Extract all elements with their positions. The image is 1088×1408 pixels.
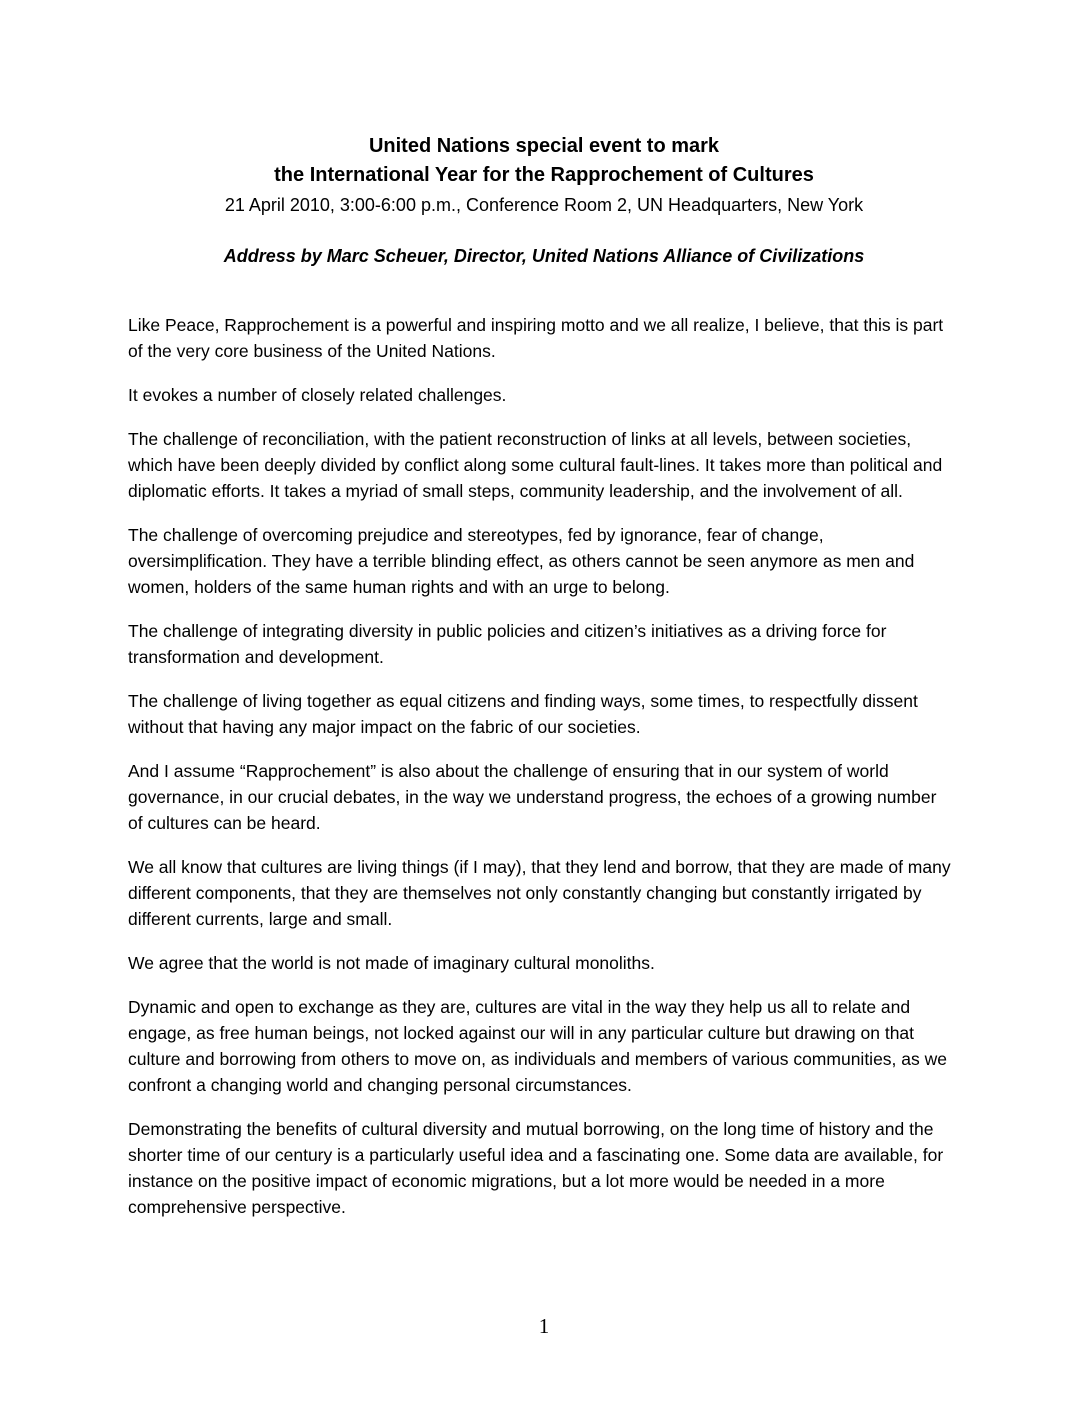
- paragraph: We agree that the world is not made of imaginary cultural monoliths.: [128, 953, 655, 973]
- page-number: 1: [538, 1314, 550, 1338]
- paragraph: The challenge of reconciliation, with the patient reconstruction of links at all levels, between societies, which have been deeply divided by conflict along some cultural fault-lines. It takes more than political and diplomatic efforts. It takes a myriad of small steps, community leadership, and the involvement of all.: [128, 429, 943, 501]
- paragraph: Dynamic and open to exchange as they are, cultures are vital in the way they help us all to relate and engage, as free human beings, not locked against our will in any particular culture but drawing on that culture and borrowing from others to move on, as individuals and members of various communities, as we confront a changing world and changing personal circumstances.: [128, 997, 947, 1095]
- document-body: [128, 312, 952, 1238]
- paragraph: The challenge of living together as equal citizens and finding ways, some times, to respectfully dissent without that having any major impact on the fabric of our societies.: [128, 691, 918, 737]
- paragraph: And I assume “Rapprochement” is also about the challenge of ensuring that in our system of world governance, in our crucial debates, in the way we understand progress, the echoes of a growing number of cultures can be heard.: [128, 761, 937, 833]
- paragraph: The challenge of overcoming prejudice and stereotypes, fed by ignorance, fear of change, oversimplification. They have a terrible blinding effect, as others cannot be seen anymore as men and women, holders of the same human rights and with an urge to belong.: [128, 525, 915, 597]
- paragraph: The challenge of integrating diversity in public policies and citizen’s initiatives as a driving force for transformation and development.: [128, 621, 887, 667]
- page-footer: [0, 1314, 1088, 1338]
- paragraph: It evokes a number of closely related challenges.: [128, 385, 507, 405]
- paragraph: We all know that cultures are living things (if I may), that they lend and borrow, that they are made of many different components, that they are themselves not only constantly changing but constantly irrigated by different currents, large and small.: [128, 857, 951, 929]
- paragraph: Demonstrating the benefits of cultural diversity and mutual borrowing, on the long time of history and the shorter time of our century is a particularly useful idea and a fascinating one. Some data are available, for instance on the positive impact of economic migrations, but a lot more would be needed in a more comprehensive perspective.: [128, 1119, 944, 1217]
- paragraph: Like Peace, Rapprochement is a powerful and inspiring motto and we all realize, I believe, that this is part of the very core business of the United Nations.: [128, 315, 944, 361]
- document-title-line-2: the International Year for the Rapprochement of Cultures: [274, 164, 814, 186]
- speaker-address-line: Address by Marc Scheuer, Director, United Nations Alliance of Civilizations: [223, 246, 865, 266]
- document-header: [0, 132, 1088, 269]
- event-date-location: 21 April 2010, 3:00-6:00 p.m., Conference Room 2, UN Headquarters, New York: [224, 195, 864, 215]
- document-title-line-1: United Nations special event to mark: [368, 135, 720, 157]
